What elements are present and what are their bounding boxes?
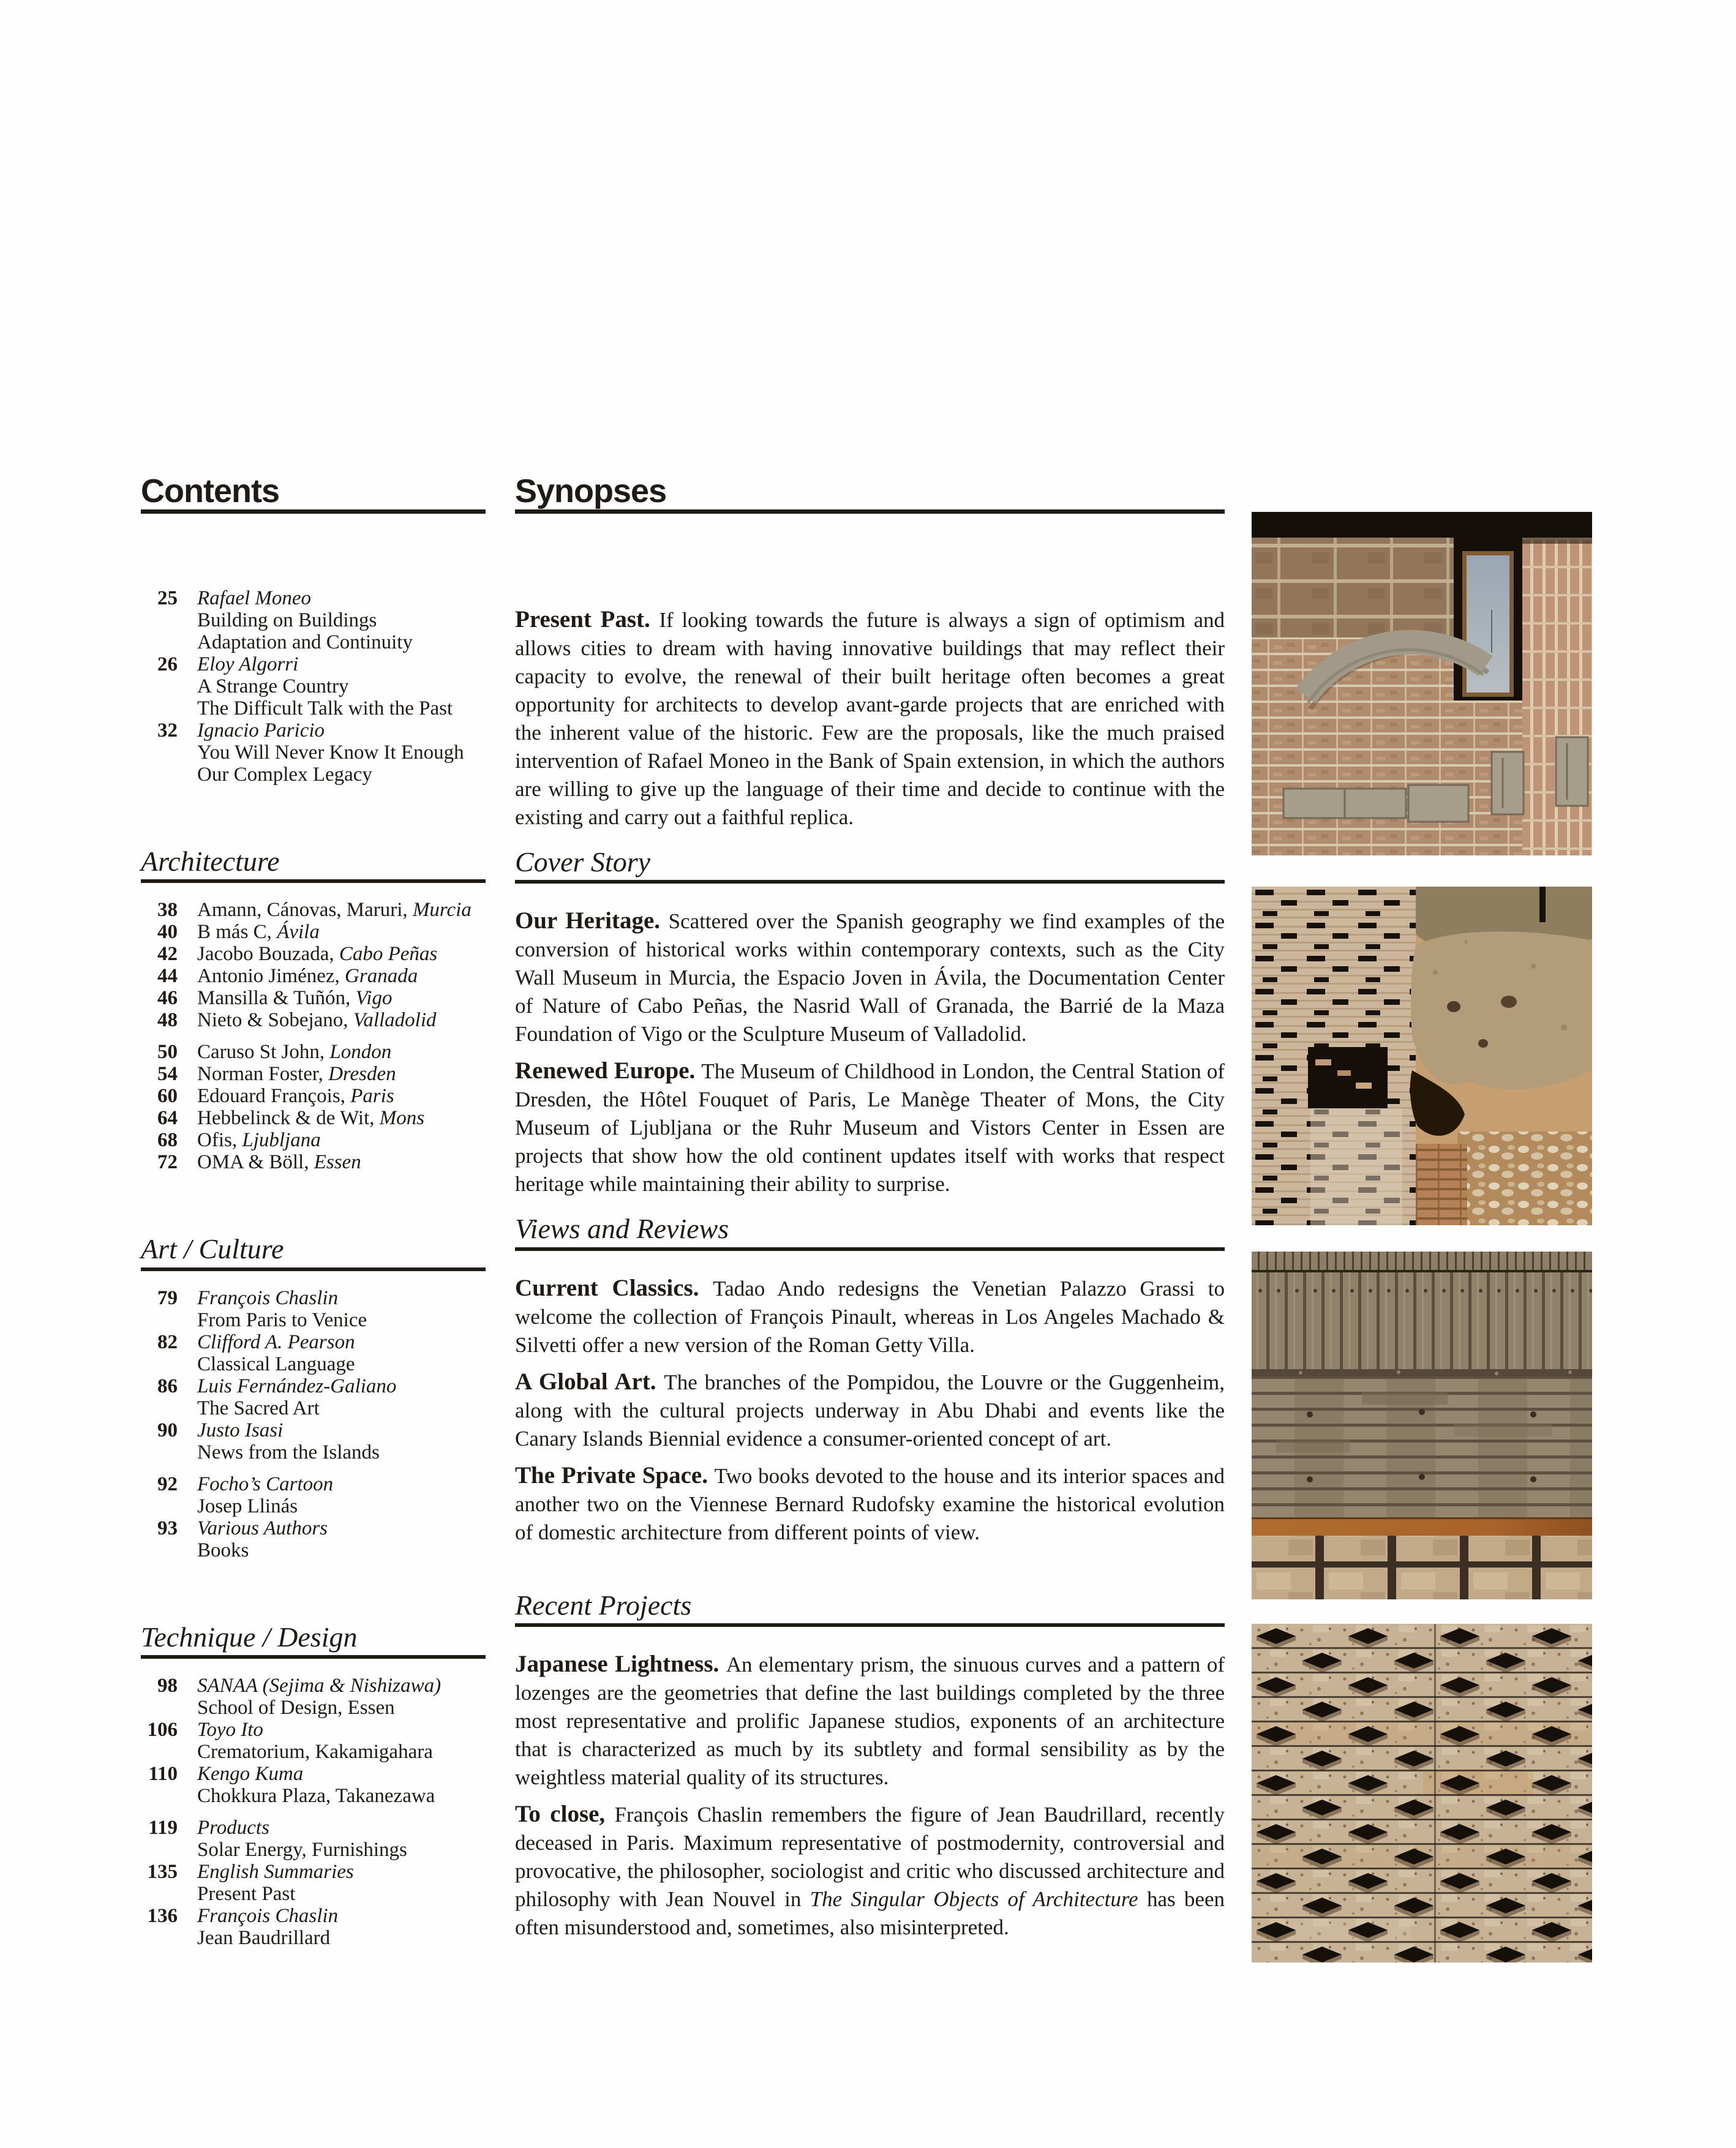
toc-group <box>141 899 486 1031</box>
synopsis-section <box>515 606 1225 832</box>
toc-line: Our Complex Legacy <box>197 764 372 786</box>
toc-line: B más C, Ávila <box>197 921 320 944</box>
toc-item <box>141 965 486 987</box>
synopses-heading-rule <box>515 509 1225 514</box>
toc-page-number: 48 <box>157 1009 178 1032</box>
toc-entry-lines <box>197 1009 437 1031</box>
synopsis-body: If looking towards the future is always a sign of optimism and allows cities to dream with having innovative buildings that may reflect their capacity to evolve, the renewal of their built heritage often becomes a great opportunity for architects to develop avant-garde projects that are enriched with the inherent value of the historic. Few are the proposals, like the much praised intervention of Rafael Moneo in the Bank of Spain extension, in which the authors are willing to give up the language of their time and decide to continue with the existing and carry out a faithful replica. <box>515 608 1225 830</box>
toc-item <box>141 1041 486 1063</box>
toc-page-number: 44 <box>157 965 178 988</box>
toc-group <box>141 1473 486 1561</box>
contents-heading-rule <box>141 509 486 514</box>
synopsis-section-rule <box>515 880 1225 884</box>
toc-page-number: 86 <box>157 1375 178 1397</box>
toc-section-rule <box>141 1655 486 1659</box>
toc-page-number: 72 <box>157 1151 178 1174</box>
toc-page-number: 50 <box>157 1041 178 1064</box>
toc-page-number: 42 <box>157 943 178 966</box>
synopsis-section-rule <box>515 1247 1225 1251</box>
synopsis-paragraph <box>515 1650 1225 1792</box>
toc-item <box>141 899 486 921</box>
synopsis-paragraphs <box>515 1650 1225 1942</box>
synopsis-body: The Museum of Childhood in London, the Central Station of Dresden, the Hôtel Fouquet of Paris, Le Manège Theater of Mons, the City Museum of Ljubljana or the Ruhr Museum and Vistors Center in Essen are projects that show how the old continent updates itself with works that respect heritage while maintaining their ability to surprise. <box>515 1059 1225 1196</box>
toc-item <box>141 1331 486 1375</box>
toc-line: School of Design, Essen <box>197 1696 395 1719</box>
toc-line: The Sacred Art <box>197 1397 320 1419</box>
synopsis-run-in-head: Present Past. <box>515 606 659 633</box>
toc-item <box>141 1375 486 1419</box>
toc-item <box>141 1905 486 1949</box>
toc-line: Ofis, Ljubljana <box>197 1129 321 1152</box>
toc-entry-lines <box>197 1063 396 1085</box>
toc-section-rule <box>141 1267 486 1271</box>
toc-item <box>141 1763 486 1807</box>
toc-entry-lines <box>197 921 320 943</box>
toc-entry-lines <box>197 1675 441 1719</box>
toc-page-number: 93 <box>157 1517 178 1539</box>
toc-entry-lines <box>197 1861 354 1905</box>
toc-item <box>141 1861 486 1905</box>
toc-item <box>141 1107 486 1129</box>
archaeological-wall-photo <box>1252 887 1592 1225</box>
archaeological-wall-image <box>1252 887 1592 1225</box>
board-formed-concrete-image <box>1252 1252 1592 1599</box>
synopsis-run-in-head: Japanese Lightness. <box>515 1650 726 1677</box>
toc-entry-lines <box>197 1151 361 1173</box>
synopsis-run-in-head: Current Classics. <box>515 1274 713 1301</box>
synopsis-paragraph <box>515 1462 1225 1547</box>
toc-line: Various Authors <box>197 1517 328 1539</box>
toc-page-number: 110 <box>148 1762 178 1785</box>
toc-line: Building on Buildings <box>197 609 377 632</box>
synopsis-paragraph <box>515 1368 1225 1453</box>
toc-section-label: Technique / Design <box>141 1621 358 1653</box>
synopsis-body: François Chaslin remembers the figure of Jean Baudrillard, recently deceased in Paris. Maximum representative of postmodernity, controversial and provocative, the philosopher, sociologist and critic who discussed architecture and philosophy with Jean Nouvel in The Singular Objects of Architecture has been often misunderstood and, sometimes, also misinterpreted. <box>515 1802 1225 1939</box>
toc-line: You Will Never Know It Enough <box>197 742 464 764</box>
toc-item <box>141 653 486 719</box>
toc-page-number: 32 <box>157 719 178 742</box>
toc-item <box>141 987 486 1009</box>
toc-section <box>141 1623 486 1949</box>
toc-entry-lines <box>197 943 437 965</box>
toc-line: OMA & Böll, Essen <box>197 1151 361 1174</box>
toc-entry-lines <box>197 1419 380 1463</box>
toc-line: Chokkura Plaza, Takanezawa <box>197 1784 435 1807</box>
toc-entry-lines <box>197 587 413 653</box>
board-formed-concrete-photo <box>1252 1252 1592 1599</box>
toc-groups <box>141 1287 486 1561</box>
toc-entry-lines <box>197 719 464 786</box>
toc-page-number: 46 <box>157 987 178 1010</box>
woven-stone-lattice-photo <box>1252 1624 1592 1962</box>
toc-item <box>141 943 486 965</box>
toc-line: Nieto & Sobejano, Valladolid <box>197 1009 437 1032</box>
toc-entry-lines <box>197 1719 433 1763</box>
toc-line: Rafael Moneo <box>197 587 312 610</box>
toc-entry-lines <box>197 1107 424 1129</box>
toc-entry-lines <box>197 987 392 1009</box>
toc-line: Edouard François, Paris <box>197 1085 394 1108</box>
synopsis-section-label: Recent Projects <box>515 1589 692 1621</box>
synopsis-body: Two books devoted to the house and its interior spaces and another two on the Viennese Bernard Rudofsky examine the historical evolution of domestic architecture from different points of view. <box>515 1463 1225 1544</box>
toc-page-number: 25 <box>157 587 178 610</box>
toc-entry-lines <box>197 653 453 719</box>
toc-item <box>141 1151 486 1173</box>
toc-page-number: 136 <box>147 1904 178 1927</box>
toc-line: From Paris to Venice <box>197 1309 367 1331</box>
toc-line: Kengo Kuma <box>197 1762 304 1785</box>
contents-column <box>141 475 486 1949</box>
toc-line: Classical Language <box>197 1353 355 1375</box>
toc-line: Crematorium, Kakamigahara <box>197 1740 433 1763</box>
toc-line: A Strange Country <box>197 675 349 698</box>
toc-item <box>141 921 486 943</box>
toc-line: Ignacio Paricio <box>197 719 325 742</box>
toc-line: François Chaslin <box>197 1286 339 1309</box>
toc-item <box>141 587 486 653</box>
brick-wall-spolia-image <box>1252 512 1592 855</box>
toc-section <box>141 1234 486 1561</box>
toc-line: Antonio Jiménez, Granada <box>197 965 418 988</box>
toc-item <box>141 1473 486 1517</box>
synopsis-run-in-head: A Global Art. <box>515 1368 664 1395</box>
synopsis-section-label: Cover Story <box>515 846 651 878</box>
toc-section-label: Architecture <box>141 846 280 877</box>
toc-page-number: 64 <box>157 1107 178 1130</box>
toc-page-number: 98 <box>157 1674 178 1697</box>
toc-line: Luis Fernández-Galiano <box>197 1375 397 1397</box>
toc-line: François Chaslin <box>197 1904 339 1927</box>
toc-entry-lines <box>197 899 472 921</box>
synopsis-run-in-head: To close, <box>515 1800 615 1827</box>
toc-page-number: 54 <box>157 1063 178 1086</box>
toc-entry-lines <box>197 1763 435 1807</box>
toc-entry-lines <box>197 1517 328 1561</box>
toc-line: Mansilla & Tuñón, Vigo <box>197 987 393 1010</box>
toc-line: Products <box>197 1816 269 1839</box>
toc-section <box>141 847 486 1173</box>
toc-page-number: 38 <box>157 899 178 922</box>
toc-item <box>141 1009 486 1031</box>
toc-line: News from the Islands <box>197 1441 380 1463</box>
toc-line: English Summaries <box>197 1860 354 1883</box>
toc-entry-lines <box>197 1905 338 1949</box>
toc-page-number: 119 <box>148 1816 178 1839</box>
toc-line: Caruso St John, London <box>197 1041 392 1064</box>
toc-page-number: 90 <box>157 1419 178 1441</box>
toc-item <box>141 1817 486 1861</box>
toc-entry-lines <box>197 1085 394 1107</box>
synopsis-paragraphs <box>515 606 1225 832</box>
toc-page-number: 106 <box>147 1718 178 1741</box>
synopsis-section-label: Views and Reviews <box>515 1213 729 1245</box>
toc-page-number: 40 <box>157 921 178 944</box>
toc-group <box>141 1287 486 1463</box>
toc-line: Norman Foster, Dresden <box>197 1063 396 1086</box>
toc-line: Josep Llinás <box>197 1495 298 1517</box>
toc-entry-lines <box>197 1041 391 1063</box>
toc-page-number: 68 <box>157 1129 178 1152</box>
toc-line: Toyo Ito <box>197 1718 263 1741</box>
synopses-sections <box>515 606 1225 1942</box>
toc-entry-lines <box>197 1129 321 1151</box>
toc-item <box>141 1063 486 1085</box>
toc-item <box>141 719 486 786</box>
toc-item <box>141 1287 486 1331</box>
toc-line: Jean Baudrillard <box>197 1926 331 1949</box>
synopsis-run-in-head: Renewed Europe. <box>515 1057 702 1084</box>
toc-groups <box>141 899 486 1173</box>
toc-group <box>141 587 486 786</box>
synopsis-paragraph <box>515 606 1225 832</box>
synopses-column <box>515 475 1225 1942</box>
toc-item <box>141 1517 486 1561</box>
toc-line: Books <box>197 1539 249 1561</box>
contents-heading: Contents <box>141 473 279 509</box>
synopsis-paragraph <box>515 1274 1225 1359</box>
toc-entry-lines <box>197 1331 355 1375</box>
toc-group <box>141 1675 486 1807</box>
synopsis-section <box>515 1591 1225 1942</box>
toc-page-number: 60 <box>157 1085 178 1108</box>
contents-sections <box>141 587 486 1949</box>
toc-line: Jacobo Bouzada, Cabo Peñas <box>197 943 438 966</box>
toc-item <box>141 1085 486 1107</box>
synopsis-run-in-head: Our Heritage. <box>515 907 669 934</box>
toc-line: Clifford A. Pearson <box>197 1331 355 1353</box>
toc-groups <box>141 587 486 786</box>
toc-entry-lines <box>197 1375 396 1419</box>
toc-line: Justo Isasi <box>197 1419 284 1441</box>
toc-page-number: 79 <box>157 1286 178 1309</box>
toc-item <box>141 1675 486 1719</box>
synopses-heading: Synopses <box>515 473 667 509</box>
toc-item <box>141 1719 486 1763</box>
toc-item <box>141 1129 486 1151</box>
toc-entry-lines <box>197 1473 333 1517</box>
synopsis-run-in-head: The Private Space. <box>515 1462 715 1489</box>
toc-item <box>141 1419 486 1463</box>
toc-page-number: 135 <box>147 1860 178 1883</box>
synopsis-paragraph <box>515 1057 1225 1198</box>
synopsis-body: An elementary prism, the sinuous curves and a pattern of lozenges are the geometries that define the last buildings completed by the three most representative and prolific Japanese studios, exponents of an architecture that is characterized as much by its subtlety and formal sensibility as by the weightless material quality of its structures. <box>515 1652 1225 1789</box>
toc-group <box>141 1041 486 1173</box>
toc-line: Hebbelinck & de Wit, Mons <box>197 1107 425 1130</box>
toc-entry-lines <box>197 1287 367 1331</box>
toc-section-label: Art / Culture <box>141 1233 284 1265</box>
brick-wall-spolia-photo <box>1252 512 1592 855</box>
synopsis-paragraphs <box>515 907 1225 1198</box>
woven-stone-lattice-image <box>1252 1624 1592 1962</box>
synopsis-paragraphs <box>515 1274 1225 1547</box>
toc-line: Adaptation and Continuity <box>197 631 413 654</box>
synopsis-section <box>515 847 1225 1198</box>
toc-line: The Difficult Talk with the Past <box>197 697 453 720</box>
synopsis-section-rule <box>515 1623 1225 1627</box>
toc-page-number: 92 <box>157 1473 178 1495</box>
toc-line: Amann, Cánovas, Maruri, Murcia <box>197 899 472 922</box>
synopsis-paragraph <box>515 1800 1225 1942</box>
toc-line: Eloy Algorri <box>197 653 299 676</box>
toc-group <box>141 1817 486 1949</box>
synopsis-section <box>515 1214 1225 1546</box>
toc-page-number: 82 <box>157 1331 178 1353</box>
toc-line: Present Past <box>197 1882 296 1905</box>
synopsis-body: Tadao Ando redesigns the Venetian Palazzo Grassi to welcome the collection of François Pinault, whereas in Los Angeles Machado & Silvetti offer a new version of the Roman Getty Villa. <box>515 1276 1225 1357</box>
synopsis-body: Scattered over the Spanish geography we find examples of the conversion of historical works within contemporary contexts, such as the City Wall Museum in Murcia, the Espacio Joven in Ávila, the Documentation Center of Nature of Cabo Peñas, the Nasrid Wall of Granada, the Barrié de la Maza Foundation of Vigo or the Sculpture Museum of Valladolid. <box>515 909 1225 1046</box>
toc-line: SANAA (Sejima & Nishizawa) <box>197 1674 442 1697</box>
toc-section-rule <box>141 879 486 883</box>
toc-entry-lines <box>197 965 418 987</box>
toc-line: Focho’s Cartoon <box>197 1473 334 1495</box>
synopsis-body: The branches of the Pompidou, the Louvre or the Guggenheim, along with the cultural projects underway in Abu Dhabi and events like the Canary Islands Biennial evidence a consumer-oriented concept of art. <box>515 1370 1225 1451</box>
toc-page-number: 26 <box>157 653 178 676</box>
toc-section <box>141 587 486 786</box>
synopsis-paragraph <box>515 907 1225 1048</box>
toc-line: Solar Energy, Furnishings <box>197 1838 407 1861</box>
toc-entry-lines <box>197 1817 407 1861</box>
toc-groups <box>141 1675 486 1949</box>
